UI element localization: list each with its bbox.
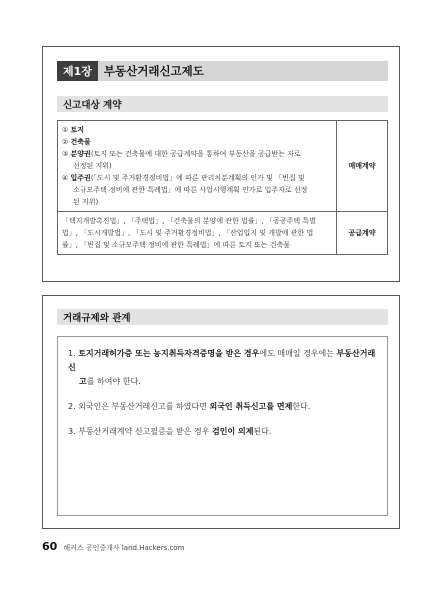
supply-laws-cell [58,212,337,255]
list-item: ② 건축물 [62,138,91,146]
table-row [58,212,388,255]
text-line: 법」, 「도시개발법」, 「도시 및 주거환경정비법」, 「산업입지 및 개발에 관한 법 [62,229,314,237]
list-item-continuation: 선정된 지위) [73,162,112,170]
chapter-number: 제1장 [57,61,98,81]
list-item: ① 토지 [62,126,85,134]
brand-text: 해커스 공인중개사 land.Hackers.com [63,544,185,552]
text-line: 「택지개발촉진법」, 「주택법」, 「건축물의 분양에 관한 법률」, 「공공주택 특별 [62,217,316,225]
section-header [57,309,388,325]
page-footer [42,540,184,553]
text-line: 률」, 「빈집 및 소규모주택 정비에 관한 특례법」에 따른 토지 또는 건축물 [62,241,291,249]
sale-items-cell [58,121,337,212]
list-item: 3. 부동산거래계약 신고필증을 받은 경우 검인이 의제된다. [68,427,272,436]
section-box-regulation [42,295,400,529]
regulation-list [57,336,388,516]
list-item-continuation: 된 지위) [73,198,99,206]
list-item: ③ 분양권(토지 또는 건축물에 대한 공급계약을 통하여 부동산을 공급받는 자로 [62,150,301,158]
supply-label: 공급계약 [337,212,388,255]
list-item: 1. 토지거래허가증 또는 농지취득자격증명을 받은 경우에도 매매일 경우에는 부동산거래신 고를 하여야 한다. [68,349,376,386]
section-title: 신고대상 계약 [63,100,122,111]
list-item: ④ 입주권(「도시 및 주거환경정비법」에 따른 관리처분계획의 인가 및 「빈집 및 [62,174,305,182]
contract-table [57,120,388,255]
list-item: 2. 외국인은 부동산거래신고를 하였다면 외국인 취득신고를 면제한다. [68,402,311,411]
section-box-contract [42,46,400,282]
section-header [57,96,388,112]
chapter-header [57,61,388,81]
page-number: 60 [42,540,58,553]
section-title: 거래규제와 관계 [63,313,131,324]
chapter-title: 부동산거래신고제도 [103,64,204,78]
list-item-continuation: 소규모주택 정비에 관한 특례법」에 따른 사업시행계획 인가로 입주자로 선정 [73,186,308,194]
table-row [58,121,388,212]
sale-label: 매매계약 [337,121,388,212]
